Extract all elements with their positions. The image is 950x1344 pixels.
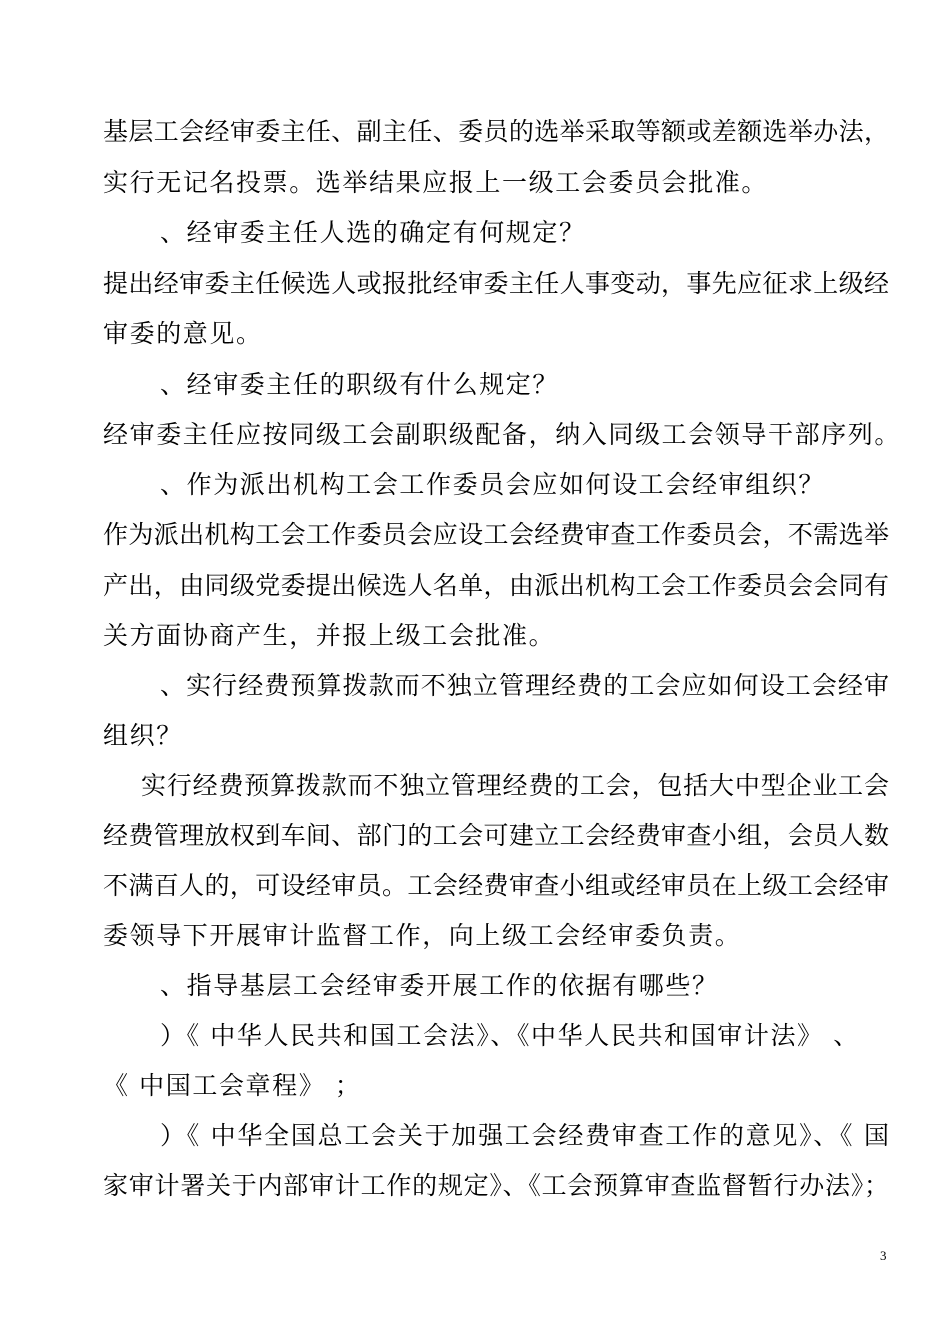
page-number: 3 <box>880 1248 887 1263</box>
list-item-line: 家审计署关于内部审计工作的规定》、《工会预算审查监督暂行办法》； <box>103 1171 889 1200</box>
question-heading: 、实行经费预算拨款而不独立管理经费的工会应如何设工会经审 <box>160 671 889 700</box>
body-text-line: 委领导下开展审计监督工作，向上级工会经审委负责。 <box>103 921 742 950</box>
body-text-line: 经费管理放权到车间、部门的工会可建立工会经费审查小组，会员人数 <box>103 821 889 850</box>
body-text-line: 经审委主任应按同级工会副职级配备，纳入同级工会领导干部序列。 <box>103 420 902 449</box>
body-text-line: 基层工会经审委主任、副主任、委员的选举采取等额或差额选举办法， <box>103 117 889 146</box>
body-text-line: 产出，由同级党委提出候选人名单，由派出机构工会工作委员会会同有 <box>103 571 889 600</box>
question-heading: 、经审委主任的职级有什么规定？ <box>160 370 560 399</box>
question-heading: 、作为派出机构工会工作委员会应如何设工会经审组织？ <box>160 470 826 499</box>
body-text-line: 不满百人的，可设经审员。工会经费审查小组或经审员在上级工会经审 <box>103 871 889 900</box>
question-heading: 、指导基层工会经审委开展工作的依据有哪些？ <box>160 971 719 1000</box>
body-text-line: 审委的意见。 <box>103 319 263 348</box>
question-heading: 、经审委主任人选的确定有何规定？ <box>160 218 586 247</box>
body-text-line: 作为派出机构工会工作委员会应设工会经费审查工作委员会，不需选举 <box>103 520 889 549</box>
list-item-line: 《 中国工会章程》 ； <box>103 1071 362 1100</box>
question-heading-continuation: 组织？ <box>103 721 183 750</box>
list-item-line: ）《 中华全国总工会关于加强工会经费审查工作的意见》、《 国 <box>160 1121 889 1150</box>
list-item-line: ）《 中华人民共和国工会法》、《中华人民共和国审计法》 、 <box>160 1021 860 1050</box>
body-text-line: 实行无记名投票。选举结果应报上一级工会委员会批准。 <box>103 168 769 197</box>
body-text-line: 实行经费预算拨款而不独立管理经费的工会，包括大中型企业工会 <box>141 771 889 800</box>
body-text-line: 提出经审委主任候选人或报批经审委主任人事变动，事先应征求上级经 <box>103 269 889 298</box>
body-text-line: 关方面协商产生，并报上级工会批准。 <box>103 621 556 650</box>
